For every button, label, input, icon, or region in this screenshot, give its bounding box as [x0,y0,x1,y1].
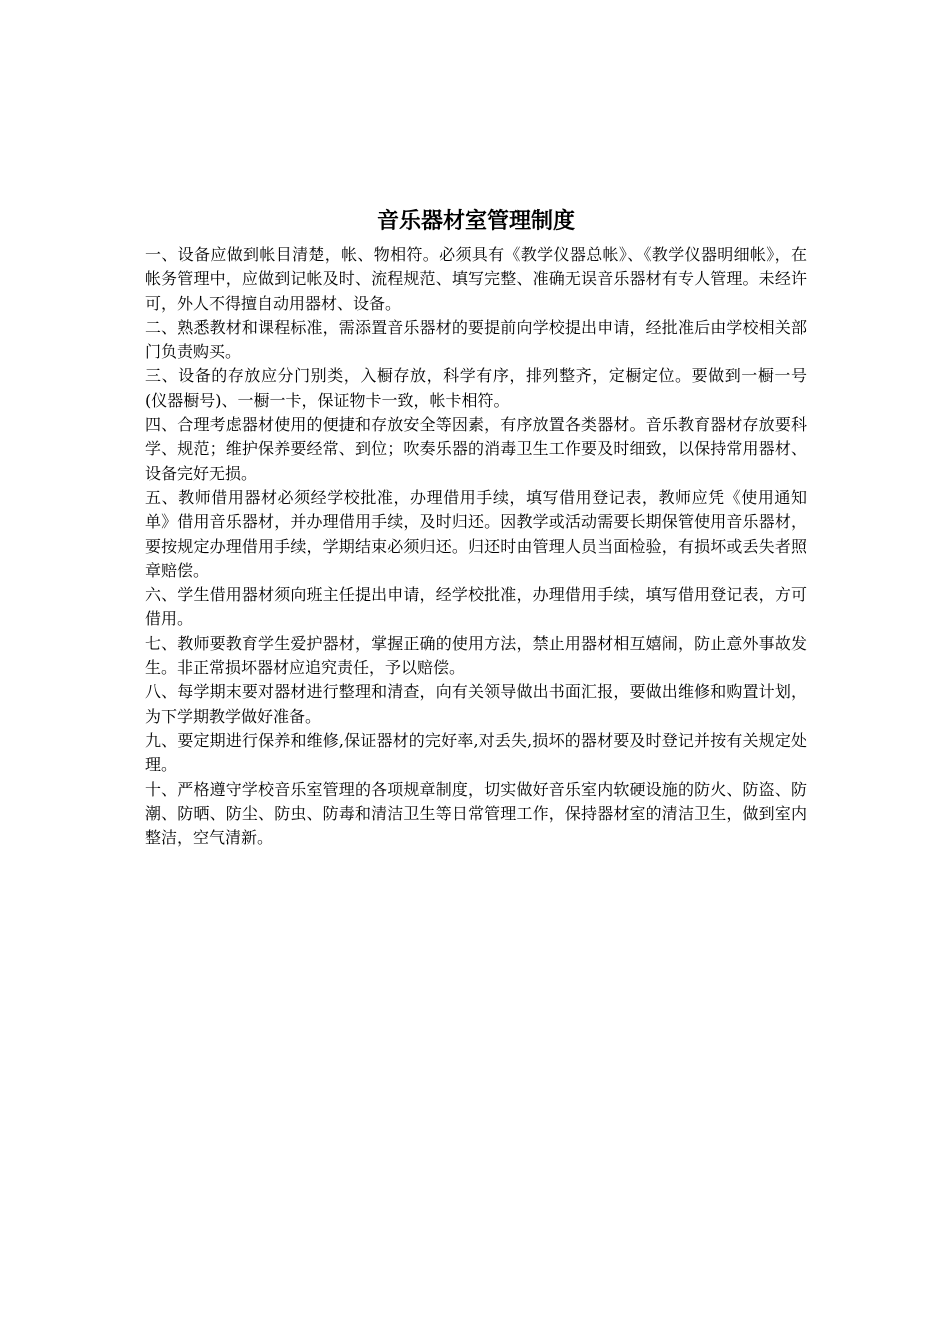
clause-8: 八、每学期末要对器材进行整理和清查，向有关领导做出书面汇报，要做出维修和购置计划，为下学期教学做好准备。 [145,682,807,726]
clause-5: 五、教师借用器材必须经学校批准，办理借用手续，填写借用登记表，教师应凭《使用通知单》借用音乐器材，并办理借用手续，及时归还。因教学或活动需要长期保管使用音乐器材，要按规定办理借用手续，学期结束必须归还。归还时由管理人员当面检验，有损坏或丢失者照章赔偿。 [145,487,807,580]
clause-4: 四、合理考虑器材使用的便捷和存放安全等因素，有序放置各类器材。音乐教育器材存放要科学、规范；维护保养要经常、到位；吹奏乐器的消毒卫生工作要及时细致，以保持常用器材、设备完好无损。 [145,415,807,483]
document-title: 音乐器材室管理制度 [376,209,575,234]
clause-10: 十、严格遵守学校音乐室管理的各项规章制度，切实做好音乐室内软硬设施的防火、防盗、防潮、防晒、防尘、防虫、防毒和清洁卫生等日常管理工作，保持器材室的清洁卫生，做到室内整洁，空气清新。 [145,779,807,848]
clause-6: 六、学生借用器材须向班主任提出申请，经学校批准，办理借用手续，填写借用登记表，方可借用。 [145,585,807,629]
clause-3: 三、设备的存放应分门别类，入橱存放，科学有序，排列整齐，定橱定位。要做到一橱一号(仪器橱号)、一橱一卡，保证物卡一致，帐卡相符。 [145,366,807,410]
clause-7: 七、教师要教育学生爱护器材，掌握正确的使用方法，禁止用器材相互嬉闹，防止意外事故发生。非正常损坏器材应追究责任，予以赔偿。 [145,633,807,678]
clause-9: 九、要定期进行保养和维修,保证器材的完好率,对丢失,损坏的器材要及时登记并按有关规定处理。 [145,730,807,775]
clause-1: 一、设备应做到帐目清楚，帐、物相符。必须具有《教学仪器总帐》、《教学仪器明细帐》，在帐务管理中，应做到记帐及时、流程规范、填写完整、准确无误音乐器材有专人管理。未经许可，外人不得擅自动用器材、设备。 [145,245,807,313]
document-body [145,205,807,850]
clause-2: 二、熟悉教材和课程标准，需添置音乐器材的要提前向学校提出申请，经批准后由学校相关部门负责购买。 [145,317,807,362]
